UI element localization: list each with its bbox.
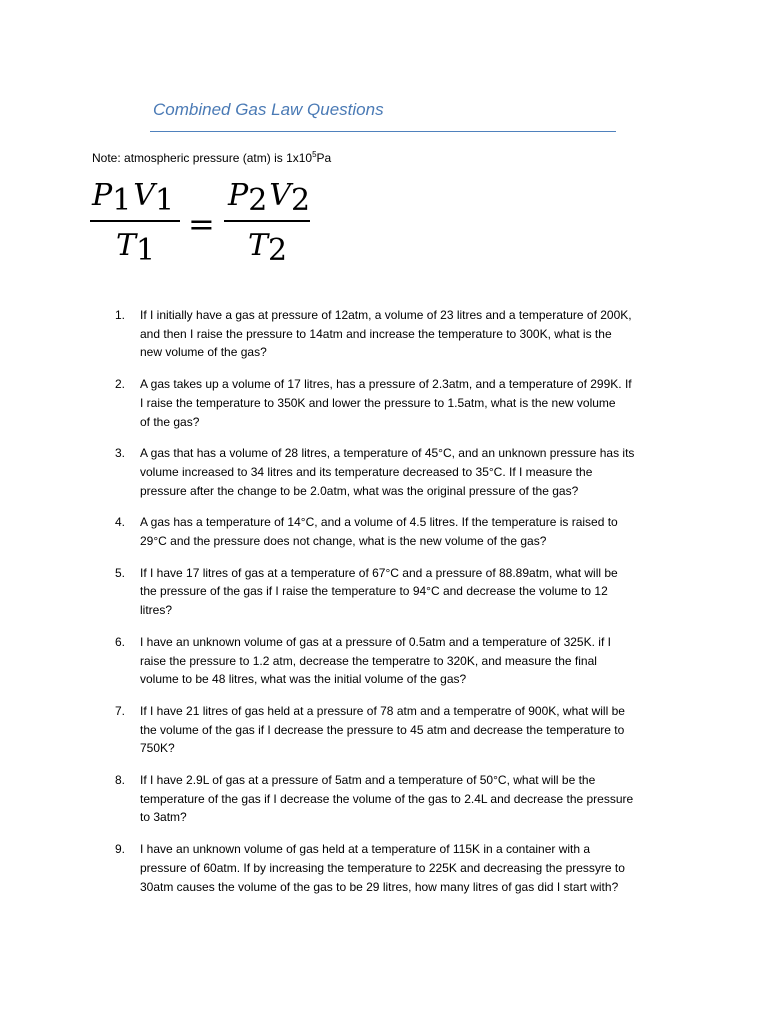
question-item [92,444,692,500]
question-number: 6. [115,634,126,649]
question-number: 1. [115,308,126,322]
combined-gas-law-formula [88,175,328,270]
formula-t1-symbol: T [116,228,137,263]
question-number: 3. [115,446,126,461]
question-number: 7. [115,703,126,718]
question-number: 2. [115,377,126,392]
question-text-line: A gas takes up a volume of 17 litres, has a pressure of 2.3atm, and a temperature of 299K. If [140,377,632,392]
formula-v2-symbol: V [269,178,291,213]
atmospheric-pressure-note [92,150,331,166]
formula-v1-symbol: V [133,178,155,213]
formula-left-numerator [91,178,174,218]
formula-equals: = [188,205,215,243]
question-item [92,375,692,431]
formula-right-numerator [227,178,310,218]
question-text-line: to 3atm? [140,810,187,825]
question-number: 9. [115,842,126,857]
formula-t2-symbol: T [248,228,269,263]
question-text-line: litres? [140,603,173,618]
question-item [92,513,692,550]
question-text-line: A gas has a temperature of 14°C, and a volume of 4.5 litres. If the temperature is raised to [140,515,618,530]
title-underline [150,131,616,132]
question-text-line: I raise the temperature to 350K and lower the pressure to 1.5atm, what is the new volume [140,395,616,410]
question-text-line: 30atm causes the volume of the gas to be 29 litres, how many litres of gas did I start with? [140,879,619,894]
question-list [92,306,692,909]
question-item [92,306,692,362]
note-exponent: 5 [312,150,317,159]
question-text-line: raise the pressure to 1.2 atm, decrease the temperatre to 320K, and measure the final [140,653,597,668]
note-prefix: Note: atmospheric pressure (atm) is 1x10 [92,151,313,165]
question-text-line: 750K? [140,741,175,756]
question-text-line: pressure after the change to be 2.0atm, what was the original pressure of the gas? [140,483,579,498]
formula-p1-symbol: P [92,178,113,213]
formula-left-denominator [116,228,155,268]
question-text-line: I have an unknown volume of gas held at a temperature of 115K in a container with a [140,842,591,857]
formula-t1-subscript: 1 [136,233,156,268]
question-number: 8. [115,773,126,788]
note-suffix: Pa [316,151,332,165]
question-text-line: of the gas? [140,414,200,429]
formula-p2-subscript: 2 [248,183,268,218]
question-item [92,840,692,896]
question-text-line: new volume of the gas? [140,345,267,360]
question-text-line: A gas that has a volume of 28 litres, a temperature of 45°C, and an unknown pressure has its [140,446,635,461]
formula-t2-subscript: 2 [268,233,288,268]
question-text-line: the pressure of the gas if I raise the temperature to 94°C and decrease the volume to 12 [140,584,608,599]
question-text-line: volume increased to 34 litres and its temperature decreased to 35°C. If I measure the [140,464,593,479]
question-item [92,633,692,689]
question-item [92,564,692,620]
formula-p1-subscript: 1 [112,183,132,218]
formula-v1-subscript: 1 [154,183,175,218]
question-number: 4. [115,515,126,530]
question-item [92,771,692,827]
question-text-line: If I have 2.9L of gas at a pressure of 5atm and a temperature of 50°C, what will be the [140,773,596,788]
question-text-line: volume to be 48 litres, what was the initial volume of the gas? [140,672,467,687]
question-item [92,702,692,758]
page-title: Combined Gas Law Questions [153,100,384,119]
formula-p2-symbol: P [228,178,249,213]
question-text-line: I have an unknown volume of gas at a pressure of 0.5atm and a temperature of 325K. if I [140,634,611,649]
question-text-line: If I initially have a gas at pressure of 12atm, a volume of 23 litres and a temperature of 200K, [140,308,632,322]
question-text-line: the volume of the gas if I decrease the pressure to 45 atm and decrease the temperature to [140,722,625,737]
question-text-line: If I have 21 litres of gas held at a pressure of 78 atm and a temperatre of 900K, what will be [140,703,625,718]
question-text-line: pressure of 60atm. If by increasing the temperature to 225K and decreasing the pressyre to [140,860,625,875]
question-text-line: 29°C and the pressure does not change, what is the new volume of the gas? [140,534,547,549]
formula-right-denominator [248,228,287,268]
question-text-line: If I have 17 litres of gas at a temperature of 67°C and a pressure of 88.89atm, what will be [140,565,618,580]
question-text-line: and then I raise the pressure to 14atm and increase the temperature to 300K, what is the [140,326,612,341]
question-text-line: temperature of the gas if I decrease the volume of the gas to 2.4L and decrease the pressure [140,791,634,806]
question-number: 5. [115,565,126,580]
formula-v2-subscript: 2 [290,183,311,218]
